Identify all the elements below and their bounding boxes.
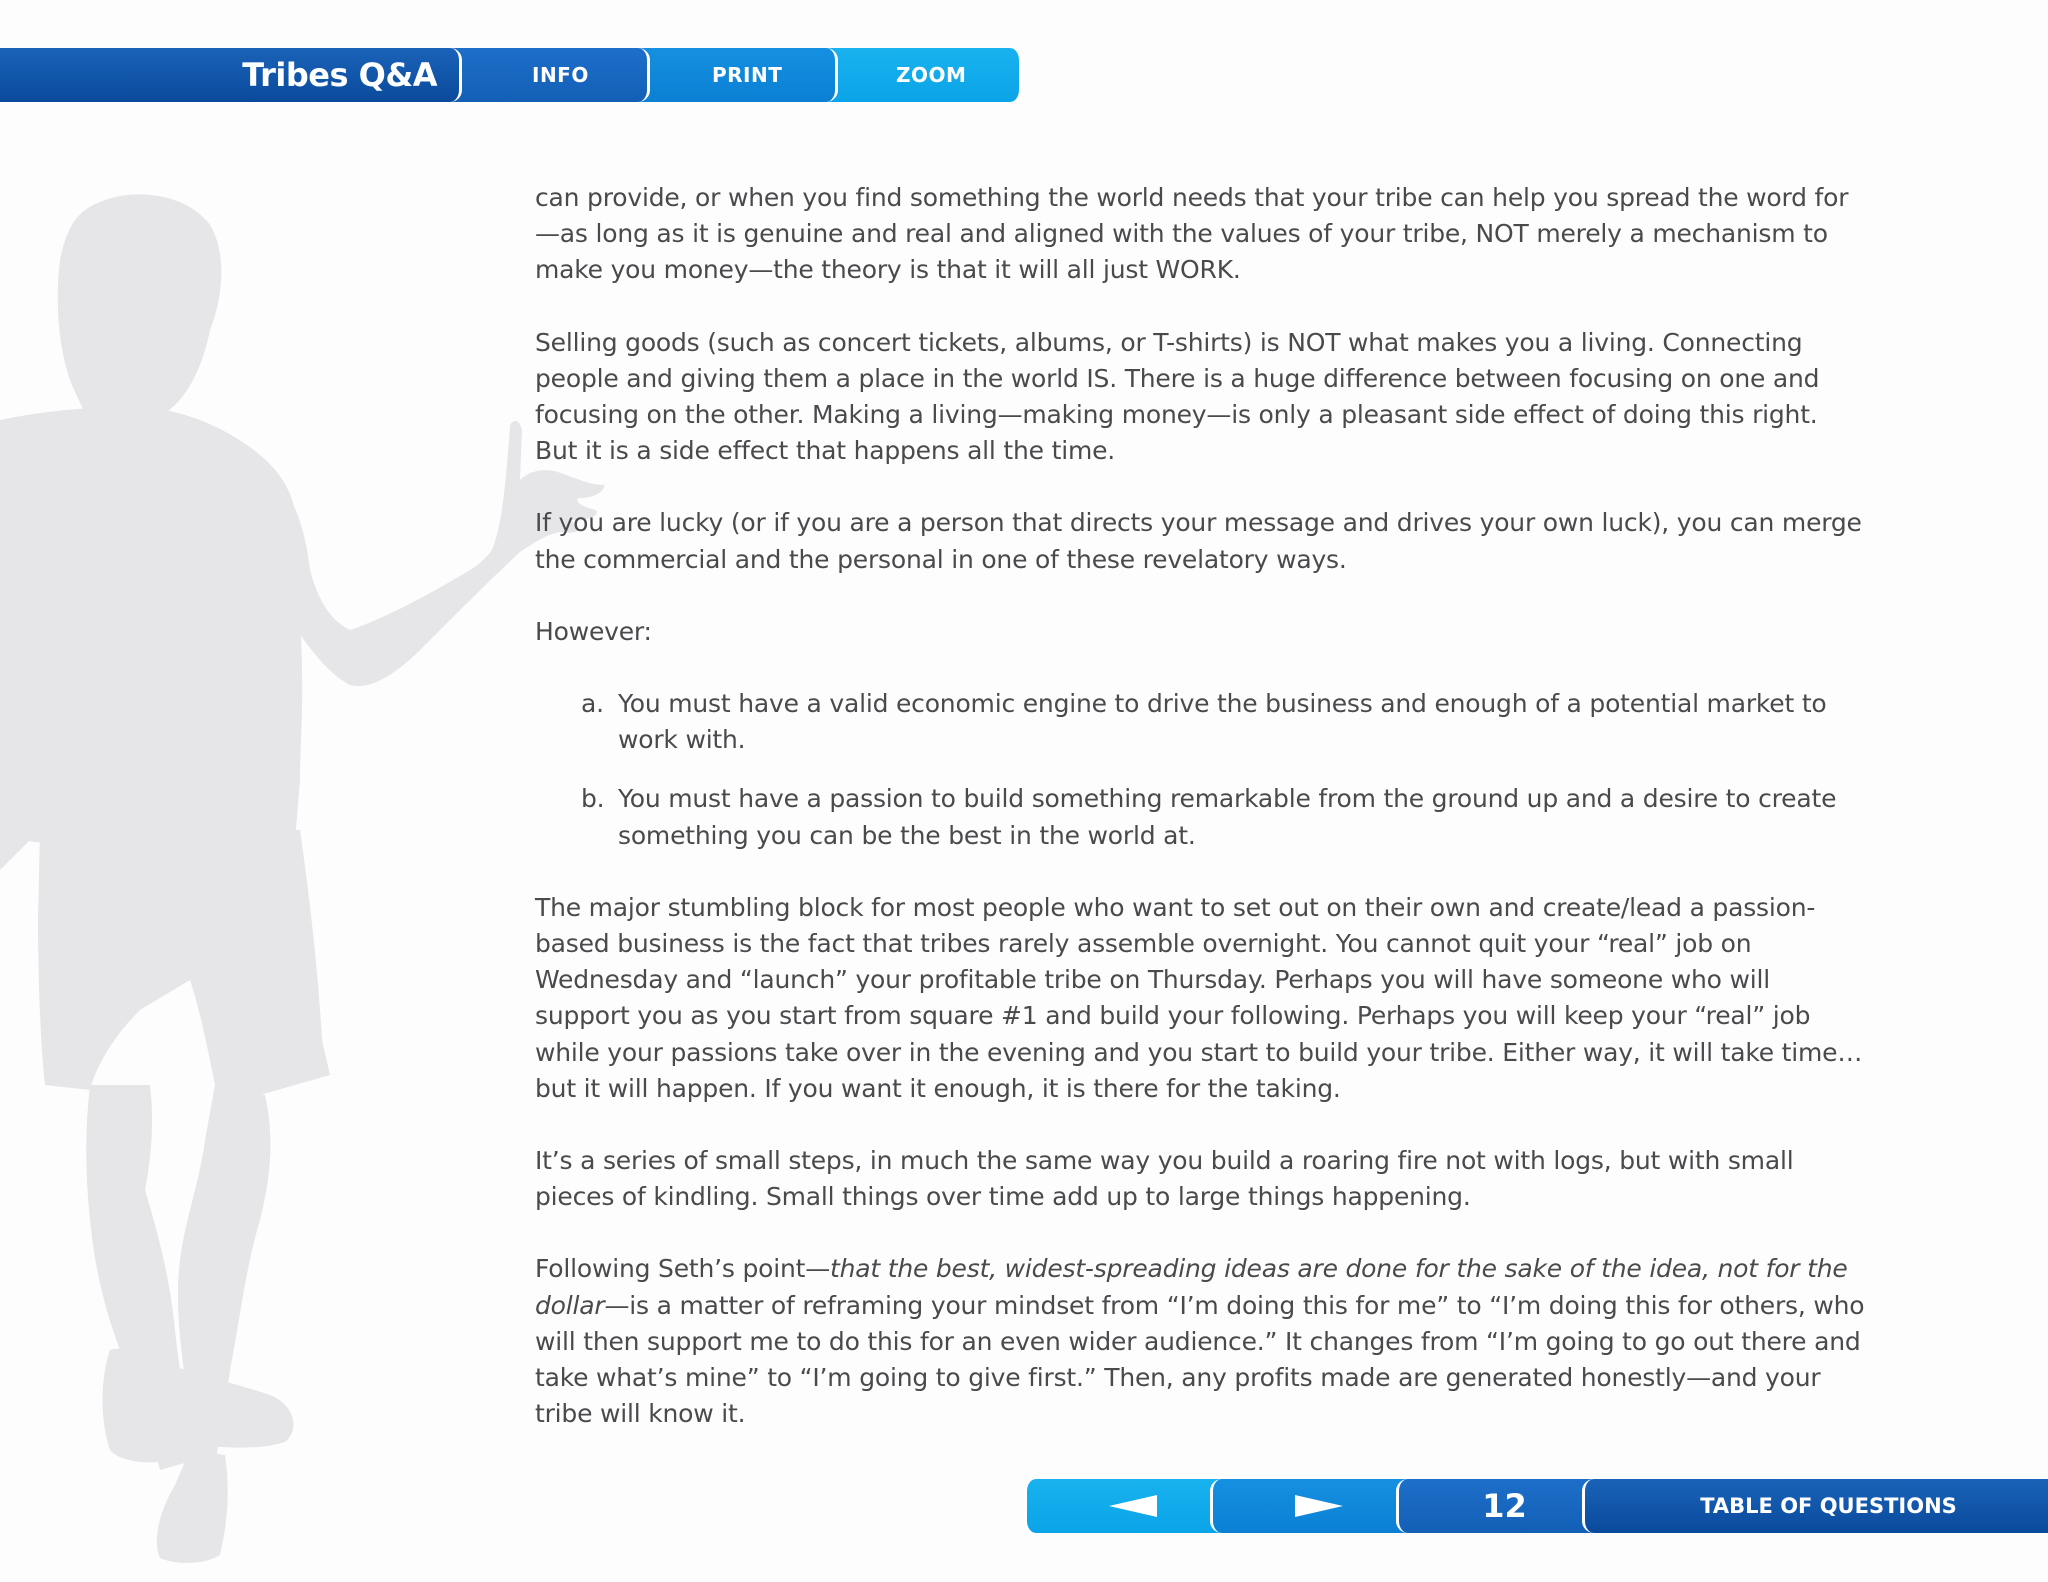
list-item-text: You must have a passion to build something remarkable from the ground up and a desire to create something you can be the best in the world at. xyxy=(618,784,1837,850)
top-navigation-bar xyxy=(0,48,1024,102)
paragraph-text: Following Seth’s point— xyxy=(535,1254,830,1284)
zoom-tab[interactable]: ZOOM xyxy=(816,48,1022,102)
paragraph: It’s a series of small steps, in much the same way you build a roaring fire not with logs, but with small pieces of kindling. Small things over time add up to large things happening. xyxy=(535,1146,1794,1212)
brand-header xyxy=(0,48,462,102)
paragraph-text: —is a matter of reframing your mindset from “I’m doing this for me” to “I’m doing this for others, who will then support me to do this for an even wider audience.” It changes from “I’m going to go out there and take what’s mine” to “I’m going to give first.” Then, any profits made are generated honestly—and your tribe will know it. xyxy=(535,1290,1865,1429)
paragraph xyxy=(535,1251,1865,1432)
print-tab[interactable]: PRINT xyxy=(630,48,838,102)
page-number: 12 xyxy=(1396,1479,1610,1533)
person-silhouette-image xyxy=(0,180,620,1570)
paragraph: However: xyxy=(535,616,652,646)
right-arrow-icon xyxy=(1295,1495,1343,1517)
paragraph: The major stumbling block for most people who want to set out on their own and create/lead a passion-based business is the fact that tribes rarely assemble overnight. You cannot quit your “real” job on Wednesday and “launch” your profitable tribe on Thursday. Perhaps you will have someone who will support you as you start from square #1 and build your following. Perhaps you will keep your “real” job while your passions take over in the evening and you start to build your tribe. Either way, it will take time…but it will happen. If you want it enough, it is there for the taking. xyxy=(535,892,1863,1103)
next-page-button[interactable] xyxy=(1210,1479,1424,1533)
list-marker: a. xyxy=(581,689,604,719)
paragraph: can provide, or when you find something the world needs that your tribe can help you spread the word for—as long as it is genuine and real and aligned with the values of your tribe, NOT merely a mechanism to make you money—the theory is that it will all just WORK. xyxy=(535,183,1849,285)
page-body-text xyxy=(535,180,1865,1468)
list-item xyxy=(535,781,1865,853)
paragraph: Selling goods (such as concert tickets, albums, or T-shirts) is NOT what makes you a living. Connecting people and giving them a place in the world IS. There is a huge difference between focusing on one and focusing on the other. Making a living—making money—is only a pleasant side effect of doing this right. But it is a side effect that happens all the time. xyxy=(535,327,1820,466)
bottom-navigation-bar xyxy=(1024,1479,2048,1533)
previous-page-button[interactable] xyxy=(1024,1479,1238,1533)
requirements-list xyxy=(535,686,1865,854)
table-of-questions-button[interactable]: TABLE OF QUESTIONS xyxy=(1582,1479,2048,1533)
italic-quote: that the best, widest-spreading ideas are done for the sake of the idea, not for the dollar xyxy=(535,1254,1848,1320)
list-item-text: You must have a valid economic engine to drive the business and enough of a potential market to work with. xyxy=(618,689,1827,755)
list-marker: b. xyxy=(581,784,605,814)
left-arrow-icon xyxy=(1109,1495,1157,1517)
paragraph: If you are lucky (or if you are a person that directs your message and drives your own luck), you can merge the commercial and the personal in one of these revelatory ways. xyxy=(535,508,1862,574)
info-tab[interactable]: INFO xyxy=(440,48,650,102)
list-item xyxy=(535,686,1865,758)
document-title: Tribes Q&A xyxy=(242,56,437,94)
